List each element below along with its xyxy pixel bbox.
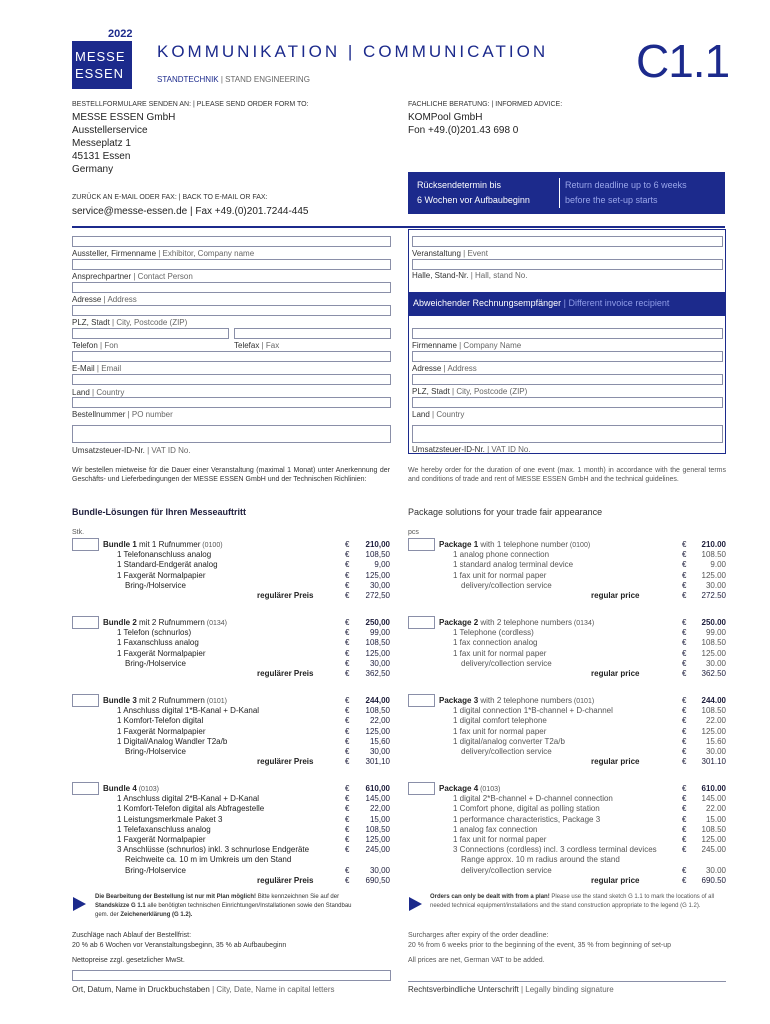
section-title-en: Package solutions for your trade fair appearance bbox=[408, 507, 603, 517]
currency-symbol: € bbox=[682, 628, 687, 638]
deadline-box: Rücksendetermin bis 6 Wochen vor Aufbaubeginn Return deadline up to 6 weeks before the set-up starts bbox=[408, 172, 725, 214]
phone-input[interactable] bbox=[72, 328, 229, 339]
item-price: 22.00 bbox=[705, 804, 726, 814]
currency-symbol: € bbox=[682, 804, 687, 814]
currency-symbol: € bbox=[682, 875, 687, 885]
item-price: 30.00 bbox=[705, 747, 726, 756]
place-date-label: Ort, Datum, Name in Druckbuchstaben | City, Date, Name in capital letters bbox=[72, 985, 335, 994]
bundle-quantity-checkbox[interactable] bbox=[72, 782, 99, 795]
bundle-item: 1 Faxgerät Normalpapier bbox=[117, 570, 206, 580]
currency-symbol: € bbox=[682, 784, 687, 793]
bundle-desc: with 2 telephone numbers bbox=[478, 618, 572, 627]
currency-symbol: € bbox=[345, 784, 350, 793]
item-price: 245,00 bbox=[365, 845, 390, 855]
currency-symbol: € bbox=[345, 540, 350, 549]
hall-stand-label: Halle, Stand-Nr. | Hall, stand No. bbox=[412, 271, 528, 280]
advice-company: KOMPool GmbH bbox=[408, 112, 483, 123]
bundle-item: 1 Standard-Endgerät analog bbox=[117, 560, 218, 570]
vat-id-label: Umsatzsteuer-ID-Nr. | VAT ID No. bbox=[72, 446, 191, 455]
fax-input[interactable] bbox=[234, 328, 391, 339]
item-price: 30.00 bbox=[705, 865, 726, 875]
bundle-name: Package 1 bbox=[439, 540, 479, 549]
bundle-item: 1 Komfort-Telefon digital als Abfragestelle bbox=[117, 804, 265, 814]
address-label: Adresse | Address bbox=[72, 295, 137, 304]
bundle-item: 1 Comfort phone, digital as polling station bbox=[453, 804, 600, 814]
address-input[interactable] bbox=[72, 282, 391, 293]
item-price: 108,50 bbox=[365, 706, 390, 716]
item-price: 15.00 bbox=[705, 814, 726, 824]
bundle-item: 1 analog fax connection bbox=[453, 824, 538, 834]
bundle-item: Reichweite ca. 10 m im Umkreis um den Stand bbox=[125, 855, 292, 865]
item-price: 108.50 bbox=[701, 550, 726, 560]
regular-price-label: regular price bbox=[591, 669, 640, 678]
terms-en: We hereby order for the duration of one event (max. 1 month) in accordance with the general terms and conditions of trade and rent of MESSE ESSEN GmbH and the technical guidelines. bbox=[408, 467, 726, 483]
email-label: E-Mail | Email bbox=[72, 364, 122, 373]
regular-price: 301,10 bbox=[365, 757, 390, 767]
regular-price-label: regulärer Preis bbox=[257, 875, 314, 885]
net-prices-en: All prices are net, German VAT to be added. bbox=[408, 957, 545, 964]
item-price: 125,00 bbox=[365, 570, 390, 580]
currency-symbol: € bbox=[345, 824, 350, 834]
surcharge-title-de: Zuschläge nach Ablauf der Bestellfrist: bbox=[72, 932, 192, 939]
currency-symbol: € bbox=[345, 814, 350, 824]
bundle-desc: with 2 telephone numbers bbox=[478, 696, 572, 705]
plan-note-de: Die Bearbeitung der Bestellung ist nur mit Plan möglich! Bitte kennzeichnen Sie auf der Standskizze G 1.1 alle benötigten technischen Einrichtungen/Installationen sowie den Standbau gem. der Zeichenerklärung (G 1.2). bbox=[95, 894, 352, 918]
bundle-item: 1 fax unit for normal paper bbox=[453, 648, 547, 658]
bundle-quantity-checkbox[interactable] bbox=[72, 694, 99, 707]
regular-price: 301.10 bbox=[701, 757, 726, 767]
bundle-name: Bundle 1 bbox=[103, 540, 137, 549]
bundle-item: 1 analog phone connection bbox=[453, 550, 550, 560]
currency-symbol: € bbox=[682, 669, 687, 678]
item-price: 108.50 bbox=[701, 706, 726, 716]
currency-symbol: € bbox=[345, 757, 350, 767]
unit-de: Stk. bbox=[72, 529, 85, 536]
bundle-name: Bundle 4 bbox=[103, 784, 137, 793]
bundle-item: 1 fax unit for normal paper bbox=[453, 570, 547, 580]
currency-symbol: € bbox=[682, 865, 687, 875]
item-price: 245.00 bbox=[701, 845, 726, 855]
year-label: 2022 bbox=[108, 28, 133, 40]
plan-note-en: Orders can only be dealt with from a plan! Please use the stand sketch G 1.1 to mark the locations of all needed technical equipment/installations and the stand construction appropriate to the legend (G 1.2). bbox=[430, 894, 715, 909]
currency-symbol: € bbox=[682, 638, 687, 648]
page-title: KOMMUNIKATION | COMMUNICATION bbox=[157, 42, 549, 61]
bundle-item: 1 fax unit for normal paper bbox=[453, 726, 547, 736]
item-price: 125.00 bbox=[701, 726, 726, 736]
bundle-quantity-checkbox[interactable] bbox=[72, 538, 99, 551]
bundle-item: 1 Telefon (schnurlos) bbox=[117, 628, 192, 638]
invoice-company-input[interactable] bbox=[412, 328, 723, 339]
phone-label: Telefon | Fon bbox=[72, 341, 119, 350]
regular-price-label: regular price bbox=[591, 757, 640, 767]
event-input[interactable] bbox=[412, 236, 723, 247]
item-price: 15,60 bbox=[369, 736, 390, 746]
bundle-price: 210,00 bbox=[365, 540, 390, 549]
bundle-item: delivery/collection service bbox=[461, 580, 552, 590]
invoice-vat-label: Umsatzsteuer-ID-Nr. | VAT ID No. bbox=[412, 445, 531, 454]
bundle-code: (0134) bbox=[204, 620, 227, 627]
section-title-de: Bundle-Lösungen für Ihren Messeauftritt bbox=[72, 507, 247, 517]
item-price: 22.00 bbox=[705, 716, 726, 726]
fax-label: Telefax | Fax bbox=[234, 341, 280, 350]
bundle-item: Bring-/Holservice bbox=[125, 658, 186, 668]
invoice-zip-input[interactable] bbox=[412, 374, 723, 385]
bundle-item: 1 Telefaxanschluss analog bbox=[117, 824, 211, 834]
item-price: 30,00 bbox=[369, 865, 390, 875]
currency-symbol: € bbox=[682, 591, 687, 600]
currency-symbol: € bbox=[682, 570, 687, 580]
currency-symbol: € bbox=[682, 747, 687, 756]
bundle-item: Bring-/Holservice bbox=[125, 865, 186, 875]
exhibitor-label: Aussteller, Firmenname | Exhibitor, Company name bbox=[72, 249, 255, 258]
item-price: 9,00 bbox=[374, 560, 390, 570]
currency-symbol: € bbox=[345, 580, 350, 590]
regular-price: 272,50 bbox=[365, 591, 390, 600]
bundle-name: Bundle 2 bbox=[103, 618, 137, 627]
signature-line[interactable] bbox=[408, 981, 726, 982]
regular-price-label: regular price bbox=[591, 591, 640, 600]
bundle-name: Package 4 bbox=[439, 784, 479, 793]
advice-phone: Fon +49.(0)201.43 698 0 bbox=[408, 125, 519, 136]
currency-symbol: € bbox=[345, 648, 350, 658]
messe-essen-logo bbox=[72, 41, 132, 89]
currency-symbol: € bbox=[682, 580, 687, 590]
currency-symbol: € bbox=[682, 648, 687, 658]
bundle-name: Package 2 bbox=[439, 618, 479, 627]
item-price: 30.00 bbox=[705, 658, 726, 668]
currency-symbol: € bbox=[345, 865, 350, 875]
currency-symbol: € bbox=[345, 794, 350, 804]
terms-de: Wir bestellen mietweise für die Dauer einer Veranstaltung (maximal 1 Monat) unter Anerkennung der Geschäfts- und Lieferbedingungen der MESSE ESSEN GmbH und der Technischen Richlinien: bbox=[72, 467, 390, 483]
plan-arrow-de-icon bbox=[73, 897, 86, 911]
bundle-price: 250,00 bbox=[365, 618, 390, 627]
item-price: 125,00 bbox=[365, 648, 390, 658]
item-price: 9.00 bbox=[710, 560, 726, 570]
currency-symbol: € bbox=[682, 794, 687, 804]
regular-price: 362,50 bbox=[365, 669, 390, 678]
regular-price: 272.50 bbox=[701, 591, 726, 600]
invoice-address-label: Adresse | Address bbox=[412, 364, 477, 373]
currency-symbol: € bbox=[345, 550, 350, 560]
currency-symbol: € bbox=[345, 669, 350, 678]
currency-symbol: € bbox=[345, 726, 350, 736]
regular-price-label: regulärer Preis bbox=[257, 591, 314, 600]
item-price: 22,00 bbox=[369, 716, 390, 726]
item-price: 145,00 bbox=[365, 794, 390, 804]
invoice-company-label: Firmenname | Company Name bbox=[412, 341, 522, 350]
page-subtitle: STANDTECHNIK | STAND ENGINEERING bbox=[157, 75, 310, 84]
bundle-item: delivery/collection service bbox=[461, 658, 552, 668]
invoice-vat-input[interactable] bbox=[412, 425, 723, 443]
return-contact[interactable]: service@messe-essen.de | Fax +49.(0)201.7244-445 bbox=[72, 206, 309, 217]
email-input[interactable] bbox=[72, 351, 391, 362]
bundle-item: 1 Digital/Analog Wandler T2a/b bbox=[117, 736, 228, 746]
invoice-address-input[interactable] bbox=[412, 351, 723, 362]
zip-city-input[interactable] bbox=[72, 305, 391, 316]
currency-symbol: € bbox=[345, 591, 350, 600]
item-price: 30,00 bbox=[369, 658, 390, 668]
currency-symbol: € bbox=[682, 716, 687, 726]
currency-symbol: € bbox=[345, 618, 350, 627]
bundle-item: 1 Telephone (cordless) bbox=[453, 628, 534, 638]
currency-symbol: € bbox=[345, 696, 350, 705]
bundle-item: Bring-/Holservice bbox=[125, 580, 186, 590]
bundle-desc: mit 2 Rufnummern bbox=[136, 696, 205, 705]
zip-city-label: PLZ, Stadt | City, Postcode (ZIP) bbox=[72, 318, 188, 327]
currency-symbol: € bbox=[345, 638, 350, 648]
bundle-price: 244,00 bbox=[365, 696, 390, 705]
invoice-country-input[interactable] bbox=[412, 397, 723, 408]
section-divider bbox=[72, 226, 725, 228]
currency-symbol: € bbox=[345, 570, 350, 580]
invoice-recipient-header: Abweichender Rechnungsempfänger | Different invoice recipient bbox=[408, 292, 726, 316]
bundle-item: 1 Faxgerät Normalpapier bbox=[117, 648, 206, 658]
vat-id-input[interactable] bbox=[72, 425, 391, 443]
bundle-price: 250.00 bbox=[701, 618, 726, 627]
event-label: Veranstaltung | Event bbox=[412, 249, 488, 258]
bundle-code: (0134) bbox=[571, 620, 595, 627]
advice-label: FACHLICHE BERATUNG: | INFORMED ADVICE: bbox=[408, 101, 563, 108]
currency-symbol: € bbox=[345, 658, 350, 668]
exhibitor-input[interactable] bbox=[72, 236, 391, 247]
bundle-item: 1 Faxgerät Normalpapier bbox=[117, 835, 206, 844]
item-price: 145.00 bbox=[701, 794, 726, 804]
bundle-item: Bring-/Holservice bbox=[125, 747, 186, 756]
bundle-code: (0101) bbox=[571, 698, 595, 705]
item-price: 99,00 bbox=[369, 628, 390, 638]
currency-symbol: € bbox=[682, 696, 687, 705]
bundle-code: (0101) bbox=[204, 698, 227, 705]
bundle-item: 1 digital connection 1*B-channel + D-channel bbox=[453, 706, 613, 716]
regular-price-label: regular price bbox=[591, 875, 640, 885]
item-price: 108.50 bbox=[701, 824, 726, 834]
bundle-item: 1 fax unit for normal paper bbox=[453, 835, 547, 844]
currency-symbol: € bbox=[682, 757, 687, 767]
unit-en: pcs bbox=[408, 529, 419, 536]
regular-price: 690,50 bbox=[365, 875, 390, 885]
bundle-item: 1 fax connection analog bbox=[453, 638, 538, 648]
item-price: 22,00 bbox=[369, 804, 390, 814]
invoice-zip-label: PLZ, Stadt | City, Postcode (ZIP) bbox=[412, 387, 528, 396]
bundle-item: 1 Anschluss digital 2*B-Kanal + D-Kanal bbox=[117, 794, 260, 804]
currency-symbol: € bbox=[682, 618, 687, 627]
plan-arrow-en-icon bbox=[409, 897, 422, 911]
return-label: ZURÜCK AN E-MAIL ODER FAX: | BACK TO E-MAIL OR FAX: bbox=[72, 194, 268, 201]
item-price: 15.60 bbox=[705, 736, 726, 746]
currency-symbol: € bbox=[345, 736, 350, 746]
bundle-item: 1 Komfort-Telefon digital bbox=[117, 716, 204, 726]
bundle-item: 1 digital 2*B-channel + D-channel connection bbox=[453, 794, 613, 804]
currency-symbol: € bbox=[682, 540, 687, 549]
send-to-label: BESTELLFORMULARE SENDEN AN: | PLEASE SEND ORDER FORM TO: bbox=[72, 101, 309, 108]
bundle-price: 210.00 bbox=[701, 540, 726, 549]
currency-symbol: € bbox=[682, 560, 687, 570]
currency-symbol: € bbox=[682, 845, 687, 855]
regular-price-label: regulärer Preis bbox=[257, 669, 314, 678]
bundle-price: 610.00 bbox=[701, 784, 726, 793]
item-price: 125.00 bbox=[701, 648, 726, 658]
item-price: 108.50 bbox=[701, 638, 726, 648]
bundle-price: 610,00 bbox=[365, 784, 390, 793]
bundle-quantity-checkbox[interactable] bbox=[408, 616, 435, 629]
bundle-item: 1 performance characteristics, Package 3 bbox=[453, 814, 601, 824]
currency-symbol: € bbox=[345, 706, 350, 716]
net-prices-de: Nettopreise zzgl. gesetzlicher MwSt. bbox=[72, 957, 185, 964]
regular-price: 690.50 bbox=[701, 875, 726, 885]
bundle-code: (0103) bbox=[478, 786, 501, 793]
item-price: 108,50 bbox=[365, 550, 390, 560]
currency-symbol: € bbox=[345, 716, 350, 726]
contact-label: Ansprechpartner | Contact Person bbox=[72, 272, 193, 281]
bundle-code: (0100) bbox=[200, 542, 223, 549]
item-price: 15,00 bbox=[369, 814, 390, 824]
signature-label: Rechtsverbindliche Unterschrift | Legally binding signature bbox=[408, 985, 614, 994]
send-to-address: MESSE ESSEN GmbH Ausstellerservice Messeplatz 1 45131 Essen Germany bbox=[72, 112, 176, 175]
currency-symbol: € bbox=[682, 814, 687, 824]
surcharge-title-en: Surcharges after expiry of the order deadline: bbox=[408, 932, 549, 939]
bundle-item: delivery/collection service bbox=[461, 865, 552, 875]
item-price: 30,00 bbox=[369, 580, 390, 590]
bundle-item: 1 Leistungsmerkmale Paket 3 bbox=[117, 814, 223, 824]
currency-symbol: € bbox=[682, 835, 687, 844]
country-label: Land | Country bbox=[72, 388, 125, 397]
bundle-quantity-checkbox[interactable] bbox=[408, 538, 435, 551]
country-input[interactable] bbox=[72, 374, 391, 385]
bundle-desc: mit 1 Rufnummer bbox=[136, 540, 201, 549]
bundle-item: 1 Anschluss digital 1*B-Kanal + D-Kanal bbox=[117, 706, 260, 716]
surcharge-en: 20 % from 6 weeks prior to the beginning of the event, 35 % from beginning of set-up bbox=[408, 942, 672, 949]
currency-symbol: € bbox=[345, 845, 350, 855]
currency-symbol: € bbox=[345, 835, 350, 844]
regular-price-label: regulärer Preis bbox=[257, 757, 314, 767]
regular-price: 362.50 bbox=[701, 669, 726, 678]
bundle-item: 1 Faxanschluss analog bbox=[117, 638, 199, 648]
currency-symbol: € bbox=[345, 804, 350, 814]
bundle-item: 3 Connections (cordless) incl. 3 cordless terminal devices bbox=[453, 845, 657, 855]
hall-stand-input[interactable] bbox=[412, 259, 723, 270]
bundle-quantity-checkbox[interactable] bbox=[72, 616, 99, 629]
currency-symbol: € bbox=[345, 628, 350, 638]
bundle-quantity-checkbox[interactable] bbox=[408, 694, 435, 707]
item-price: 30,00 bbox=[369, 747, 390, 756]
logo-line-1: MESSE bbox=[75, 49, 126, 64]
bundle-item: delivery/collection service bbox=[461, 747, 552, 756]
bundle-code: (0100) bbox=[567, 542, 591, 549]
item-price: 125,00 bbox=[365, 726, 390, 736]
bundle-item: 1 Faxgerät Normalpapier bbox=[117, 726, 206, 736]
bundle-item: 1 digital comfort telephone bbox=[453, 716, 547, 726]
bundle-desc: with 1 telephone number bbox=[478, 540, 568, 549]
bundle-desc: mit 2 Rufnummern bbox=[136, 618, 205, 627]
bundle-code: (0103) bbox=[136, 786, 159, 793]
item-price: 125.00 bbox=[701, 835, 726, 844]
bundle-name: Bundle 3 bbox=[103, 696, 137, 705]
currency-symbol: € bbox=[682, 736, 687, 746]
bundle-item: 3 Anschlüsse (schnurlos) inkl. 3 schnurlose Endgeräte bbox=[117, 845, 310, 855]
po-number-label: Bestellnummer | PO number bbox=[72, 410, 173, 419]
currency-symbol: € bbox=[345, 747, 350, 756]
currency-symbol: € bbox=[682, 658, 687, 668]
currency-symbol: € bbox=[682, 550, 687, 560]
bundle-item: Range approx. 10 m radius around the stand bbox=[461, 855, 620, 865]
item-price: 108,50 bbox=[365, 638, 390, 648]
po-number-input[interactable] bbox=[72, 397, 391, 408]
currency-symbol: € bbox=[682, 706, 687, 716]
currency-symbol: € bbox=[682, 824, 687, 834]
currency-symbol: € bbox=[682, 726, 687, 736]
item-price: 108,50 bbox=[365, 824, 390, 834]
bundle-item: 1 standard analog terminal device bbox=[453, 560, 574, 570]
logo-line-2: ESSEN bbox=[75, 66, 125, 81]
bundle-price: 244.00 bbox=[701, 696, 726, 705]
bundle-name: Package 3 bbox=[439, 696, 479, 705]
item-price: 125,00 bbox=[365, 835, 390, 844]
place-date-input[interactable] bbox=[72, 970, 391, 981]
item-price: 125.00 bbox=[701, 570, 726, 580]
invoice-country-label: Land | Country bbox=[412, 410, 465, 419]
bundle-item: 1 digital/analog converter T2a/b bbox=[453, 736, 565, 746]
item-price: 99.00 bbox=[705, 628, 726, 638]
bundle-item: 1 Telefonanschluss analog bbox=[117, 550, 212, 560]
currency-symbol: € bbox=[345, 875, 350, 885]
contact-input[interactable] bbox=[72, 259, 391, 270]
item-price: 30.00 bbox=[705, 580, 726, 590]
surcharge-de: 20 % ab 6 Wochen vor Veranstaltungsbeginn, 35 % ab Aufbaubeginn bbox=[72, 942, 287, 949]
bundle-quantity-checkbox[interactable] bbox=[408, 782, 435, 795]
form-code: C1.1 bbox=[636, 35, 730, 87]
currency-symbol: € bbox=[345, 560, 350, 570]
